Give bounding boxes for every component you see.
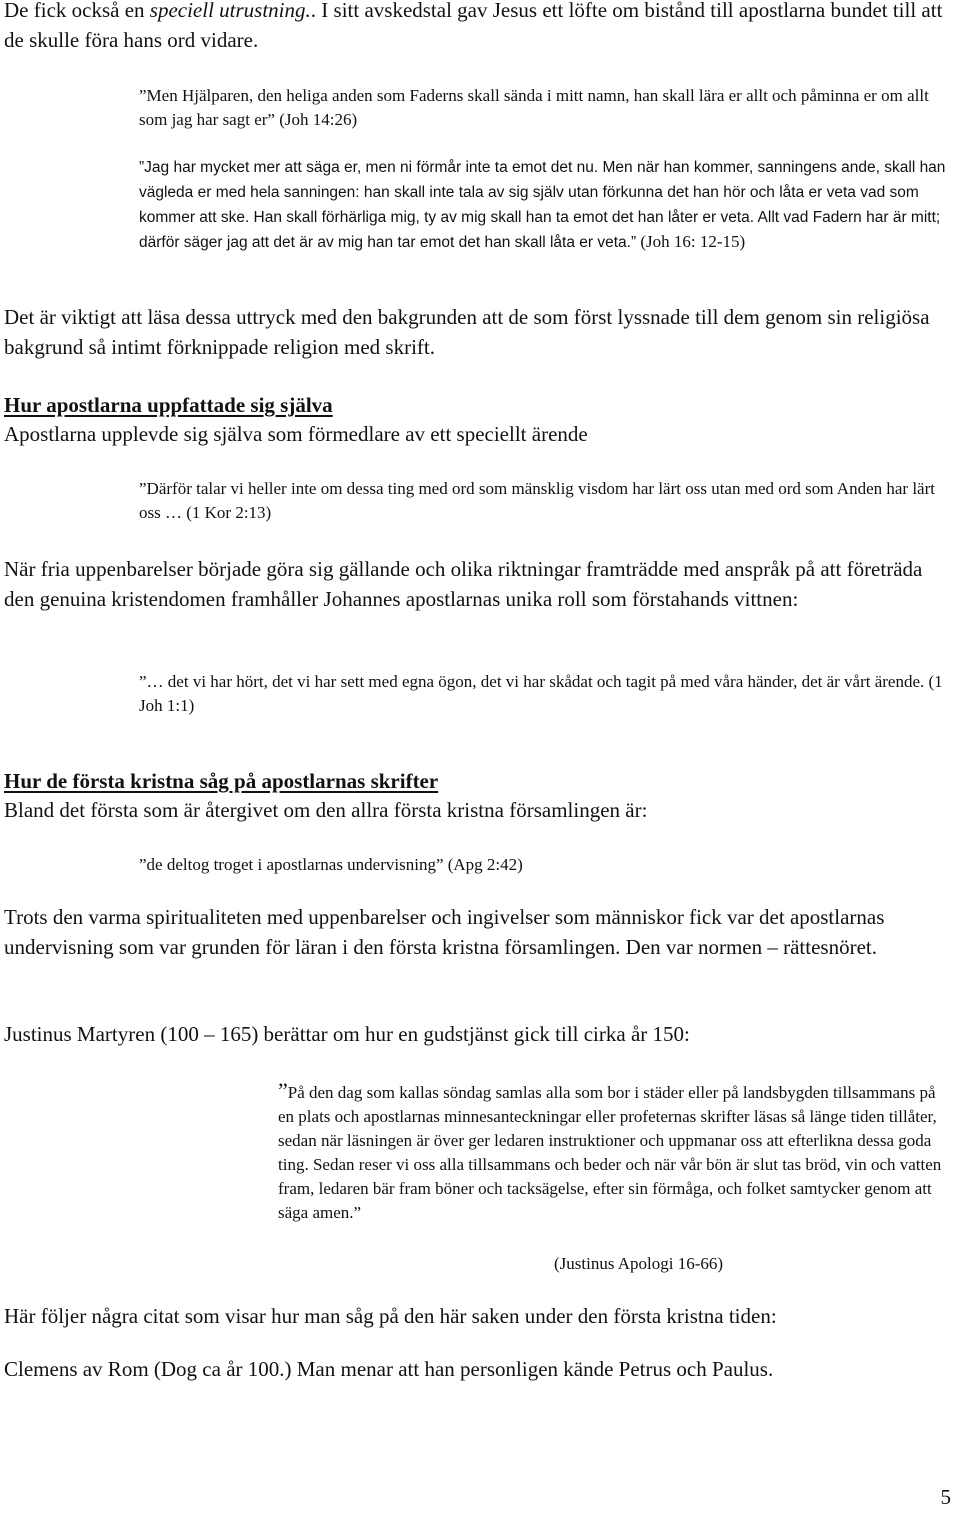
quote-joh-16 <box>139 155 960 255</box>
quote-joh-16-part-1: Men när han kommer, sanningens ande, skall han vägleda er med hela sanningen: han skall inte tala av sig själv utan förkunna det han hör och låta er veta vad som kommer att ske. <box>139 159 946 226</box>
quote-joh-16-sans: ”Jag har mycket mer att säga er, men ni förmår inte ta emot det nu. <box>139 159 599 176</box>
page-number: 5 <box>940 1485 951 1509</box>
intro-emphasis: speciell utrustning. <box>149 0 311 22</box>
quote-apg: ”de deltog troget i apostlarnas undervisning” (Apg 2:42) <box>139 855 523 874</box>
quote-justinus-text: På den dag som kallas söndag samlas alla som bor i städer eller på landsbygden tillsammans på en plats och apostlarnas minnesanteckningar eller profeternas skrifter läsas så länge tiden tillåter, sedan när läsningen är över ger ledaren instruktioner och uppmanar oss att efterlikna dessa goda ting. Sedan reser vi oss alla tillsammans och beder och när vår bön är slut tas bröd, vin och vatten fram, ledaren bär fram böner och tacksägelse, efter sin förmåga, och folket samtycker genom att säga amen.” <box>278 1083 942 1222</box>
quote-justinus-source: (Justinus Apologi 16-66) <box>554 1254 724 1273</box>
paragraph-important: Det är viktigt att läsa dessa uttryck med den bakgrunden att de som först lyssnade till dem genom sin religiösa bakgrund så intimt förknippade religion med skrift. <box>4 305 930 359</box>
paragraph-justinus: Justinus Martyren (100 – 165) berättar om hur en gudstjänst gick till cirka år 150: <box>4 1022 690 1046</box>
paragraph-quotes: Här följer några citat som visar hur man såg på den här saken under den första kristna tiden: <box>4 1304 777 1328</box>
quote-justinus <box>278 1079 948 1225</box>
quote-joh-16-part-3: Allt vad Fadern har är mitt; därför säger jag att det är av mig han tar emot det han skall låta er veta.” <box>139 209 941 251</box>
paragraph-despite: Trots den varma spiritualiteten med uppenbarelser och ingivelser som människor fick var det apostlarnas undervisning som var grunden för läran i den första kristna församlingen. Den var normen – rättesnöret. <box>4 905 885 959</box>
intro-lead: De fick också en <box>4 0 150 22</box>
paragraph-revelations: När fria uppenbarelser började göra sig gällande och olika riktningar framträdde med anspråk på att företräda den genuina kristendomen framhåller Johannes apostlarnas unika roll som förstahands vittnen: <box>4 557 923 611</box>
quote-joh-16-reference: (Joh 16: 12-15) <box>636 232 746 251</box>
section-heading-writings: Hur de första kristna såg på apostlarnas skrifter <box>4 769 439 793</box>
quote-justinus-open-mark: ” <box>278 1078 288 1103</box>
intro-rest: . I sitt avskedstal gav Jesus ett löfte om bistånd till apostlarna bundet till att de skulle föra hans ord vidare. <box>4 0 943 52</box>
quote-joh-16-part-2: Han skall förhärliga mig, ty av mig skall han ta emot det han låter er veta. <box>249 209 755 226</box>
quote-1-joh: ”… det vi har hört, det vi har sett med egna ögon, det vi har skådat och tagit på med våra händer, det är vårt ärende. (1 Joh 1:1) <box>139 672 943 715</box>
paragraph-clemens: Clemens av Rom (Dog ca år 100.) Man menar att han personligen kände Petrus och Paulus. <box>4 1357 774 1381</box>
section-subheading-writings: Bland det första som är återgivet om den allra första kristna församlingen är: <box>4 798 648 822</box>
intro-paragraph <box>4 0 954 55</box>
section-heading-apostles: Hur apostlarna uppfattade sig själva <box>4 393 333 417</box>
quote-joh-14: ”Men Hjälparen, den heliga anden som Faderns skall sända i mitt namn, han skall lära er allt och påminna er om allt som jag har sagt er” (Joh 14:26) <box>139 86 929 129</box>
quote-1-kor: ”Därför talar vi heller inte om dessa ting med ord som mänsklig visdom har lärt oss utan med ord som Anden har lärt oss … (1 Kor 2:13) <box>139 479 935 522</box>
section-subheading-apostles: Apostlarna upplevde sig själva som förmedlare av ett speciellt ärende <box>4 422 588 446</box>
